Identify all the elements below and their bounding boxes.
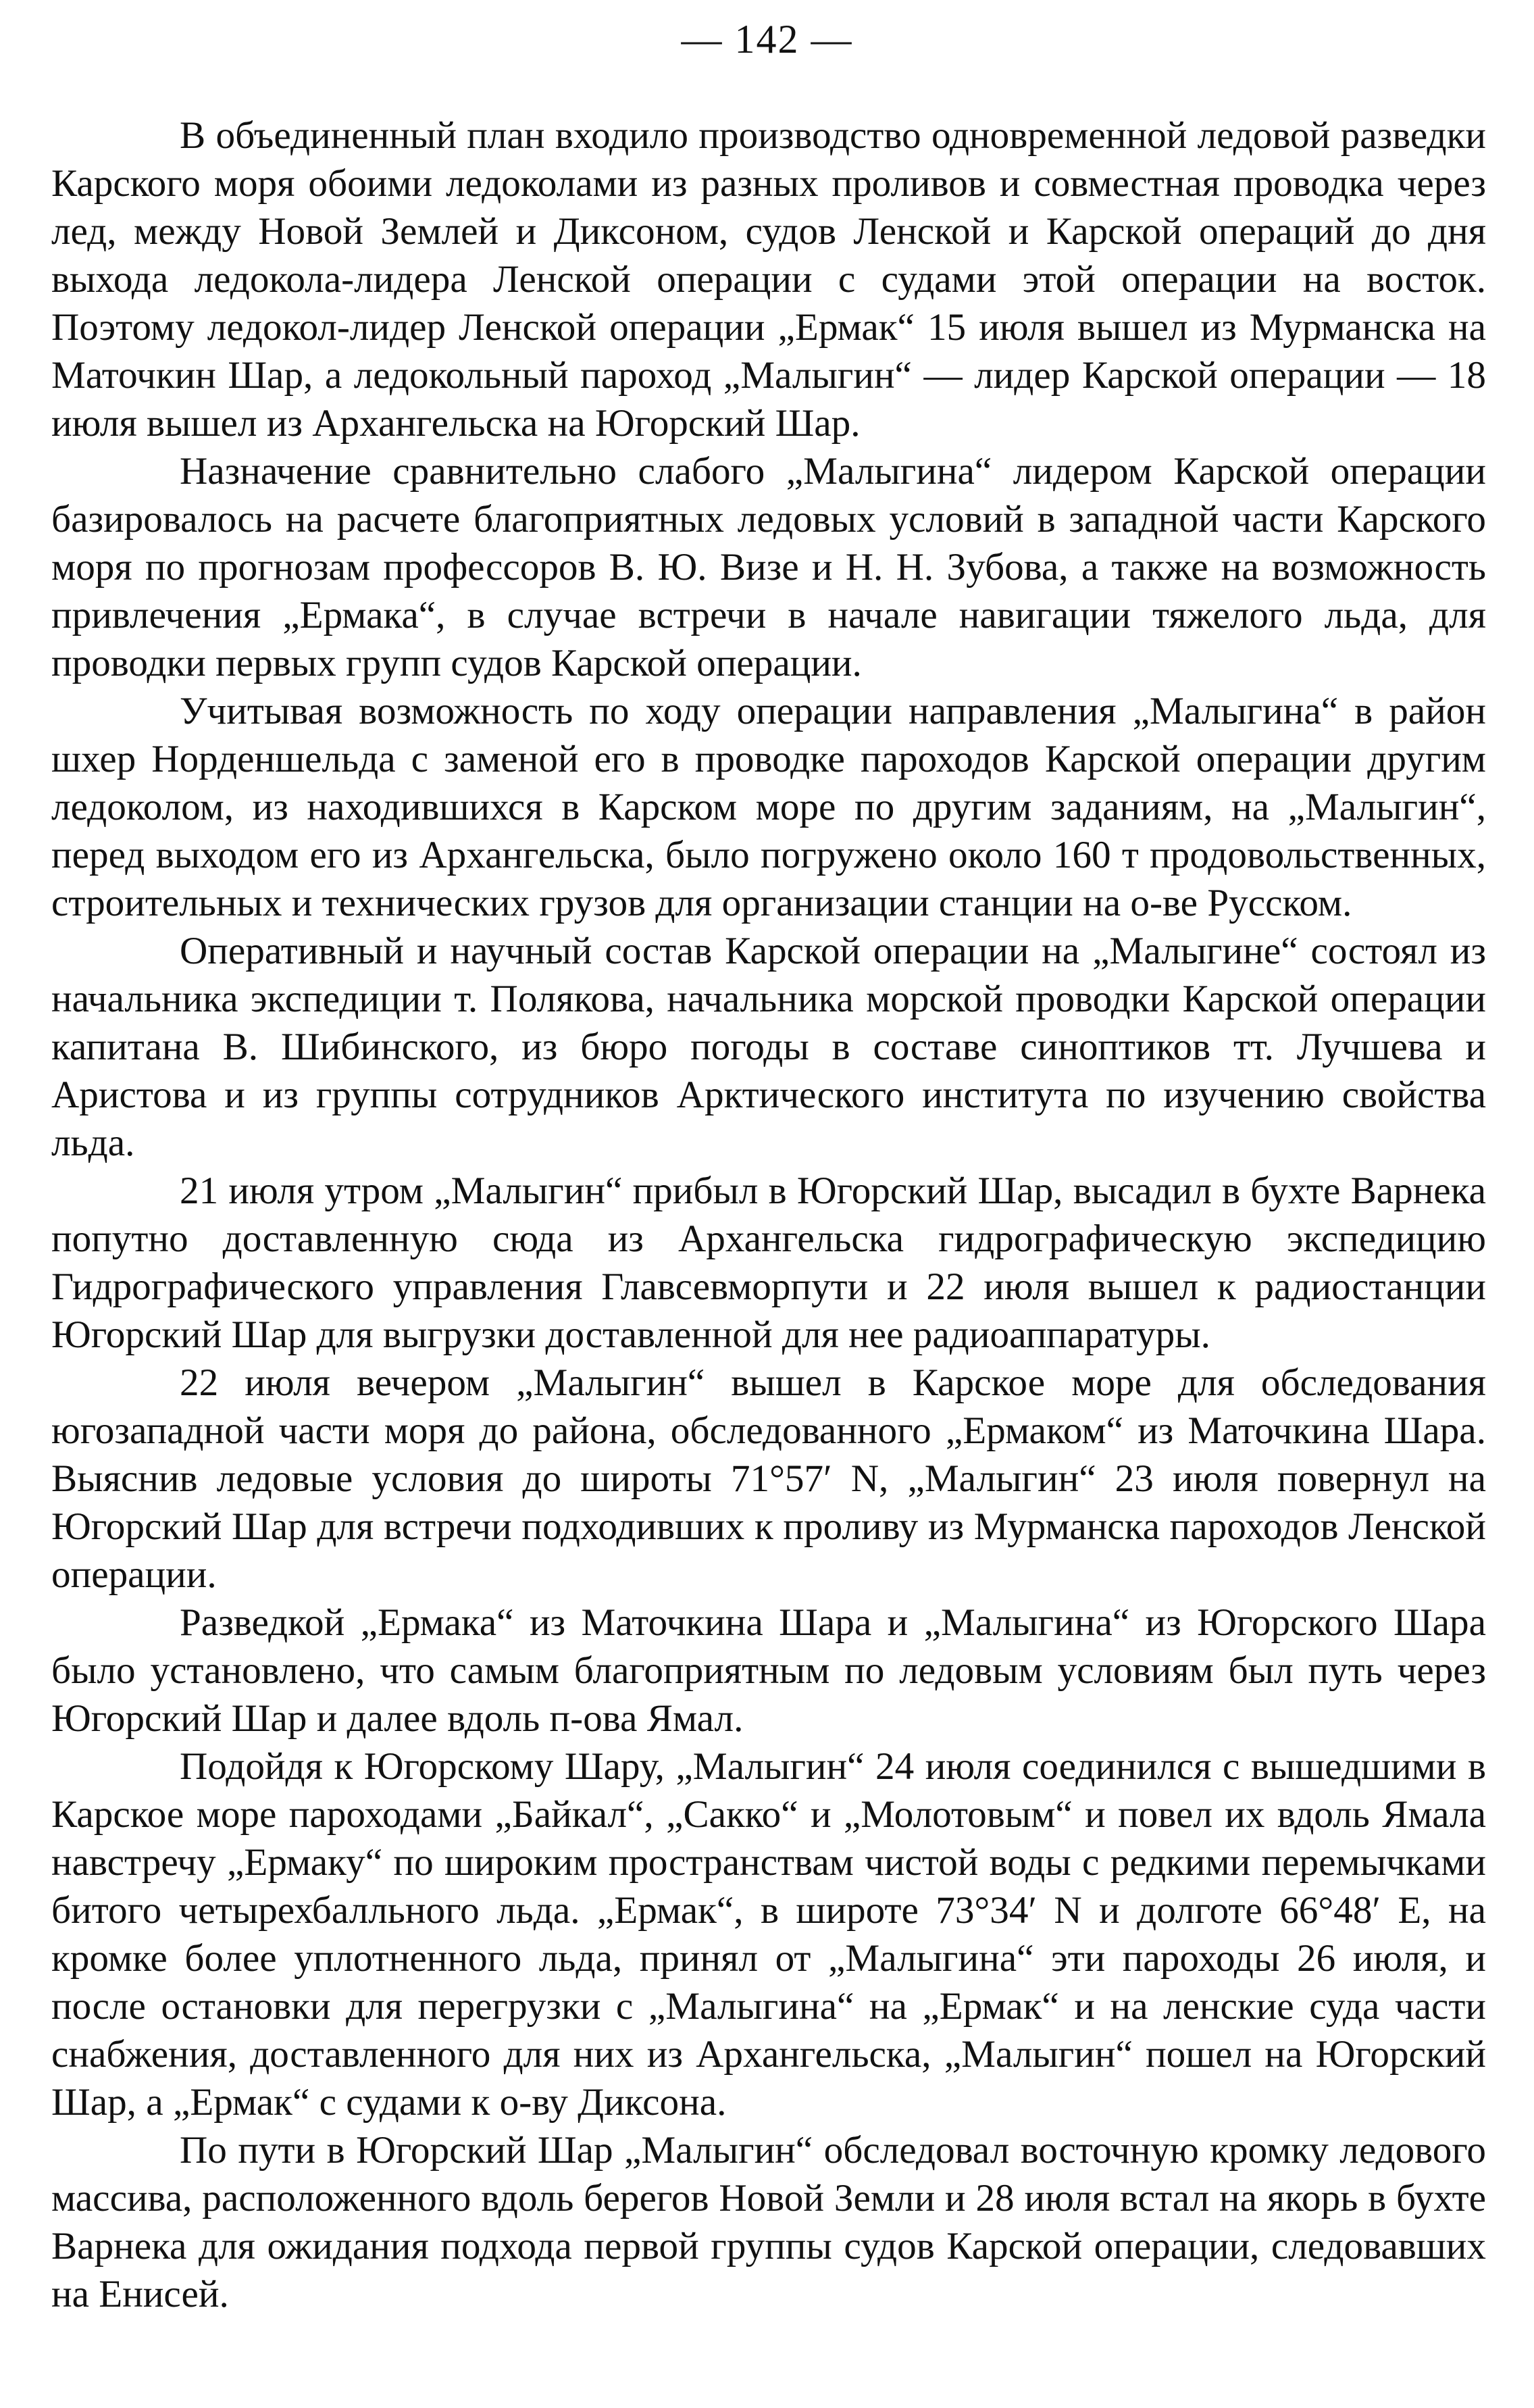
paragraph-malygin-assignment: Назначение сравнительно слабого „Малыгина“ лидером Карской операции базировалось на расчете благоприятных ледовых условий в западной части Карского моря по прогнозам профессоров В. Ю. Визе и Н. Н. Зубова, а также на возможность привлечения „Ермака“, в случае встречи в начале навигации тяжелого льда, для проводки первых групп судов Карской операции.: [51, 450, 1486, 684]
page-text: [51, 111, 1486, 2318]
paragraph-combined-plan: В объединенный план входило производство одновременной ледовой разведки Карского моря обоими ледоколами из разных проливов и совместная проводка через лед, между Новой Землей и Диксоном, судов Ленской и Карской операций до дня выхода ледокола-лидера Ленской операции с судами этой операции на восток. Поэтому ледокол-лидер Ленской операции „Ермак“ 15 июля вышел из Мурманска на Маточкин Шар, а ледокольный пароход „Малыгин“ — лидер Карской операции — 18 июля вышел из Архангельска на Югорский Шар.: [51, 114, 1486, 445]
paragraph-anchorage: По пути в Югорский Шар „Малыгин“ обследовал восточную кромку ледового массива, расположенного вдоль берегов Новой Земли и 28 июля встал на якорь в бухте Варнека для ожидания подхода первой группы судов Карской операции, следовавших на Енисей.: [51, 2129, 1486, 2315]
paragraph-operational-staff: Оперативный и научный состав Карской операции на „Малыгине“ состоял из начальника экспедиции т. Полякова, начальника морской проводки Карской операции капитана В. Шибинского, из бюро погоды в составе синоптиков тт. Лучшева и Аристова и из группы сотрудников Арктического института по изучению свойства льда.: [51, 930, 1486, 1164]
paragraph-convoy: Подойдя к Югорскому Шару, „Малыгин“ 24 июля соединился с вышедшими в Карское море пароходами „Байкал“, „Сакко“ и „Молотовым“ и повел их вдоль Ямала навстречу „Ермаку“ по широким пространствам чистой воды с редкими перемычками битого четырехбалльного льда. „Ермак“, в широте 73°34′ N и долготе 66°48′ Е, на кромке более уплотненного льда, принял от „Малыгина“ эти пароходы 26 июля, и после остановки для перегрузки с „Малыгина“ на „Ермак“ и на ленские суда части снабжения, доставленного для них из Архангельска, „Малыгин“ пошел на Югорский Шар, а „Ермак“ с судами к о-ву Диксона.: [51, 1745, 1486, 2124]
paragraph-july-22: 22 июля вечером „Малыгин“ вышел в Карское море для обследования югозападной части моря до района, обследованного „Ермаком“ из Маточкина Шара. Выяснив ледовые условия до широты 71°57′ N, „Малыгин“ 23 июля повернул на Югорский Шар для встречи подходивших к проливу из Мурманска пароходов Ленской операции.: [51, 1361, 1486, 1596]
paragraph-july-21: 21 июля утром „Малыгин“ прибыл в Югорский Шар, высадил в бухте Варнека попутно доставленную сюда из Архангельска гидрографическую экспедицию Гидрографического управления Главсевморпути и 22 июля вышел к радиостанции Югорский Шар для выгрузки доставленной для нее радиоаппаратуры.: [51, 1170, 1486, 1356]
paragraph-reconnaissance: Разведкой „Ермака“ из Маточкина Шара и „Малыгина“ из Югорского Шара было установлено, что самым благоприятным по ледовым условиям был путь через Югорский Шар и далее вдоль п-ова Ямал.: [51, 1601, 1486, 1740]
page-number: — 142 —: [681, 17, 853, 61]
paragraph-cargo-loading: Учитывая возможность по ходу операции направления „Малыгина“ в район шхер Норденшельда с заменой его в проводке пароходов Карской операции другим ледоколом, из находившихся в Карском море по другим заданиям, на „Малыгин“, перед выходом его из Архангельска, было погружено около 160 т продовольственных, строительных и технических грузов для организации станции на о-ве Русском.: [51, 690, 1486, 924]
